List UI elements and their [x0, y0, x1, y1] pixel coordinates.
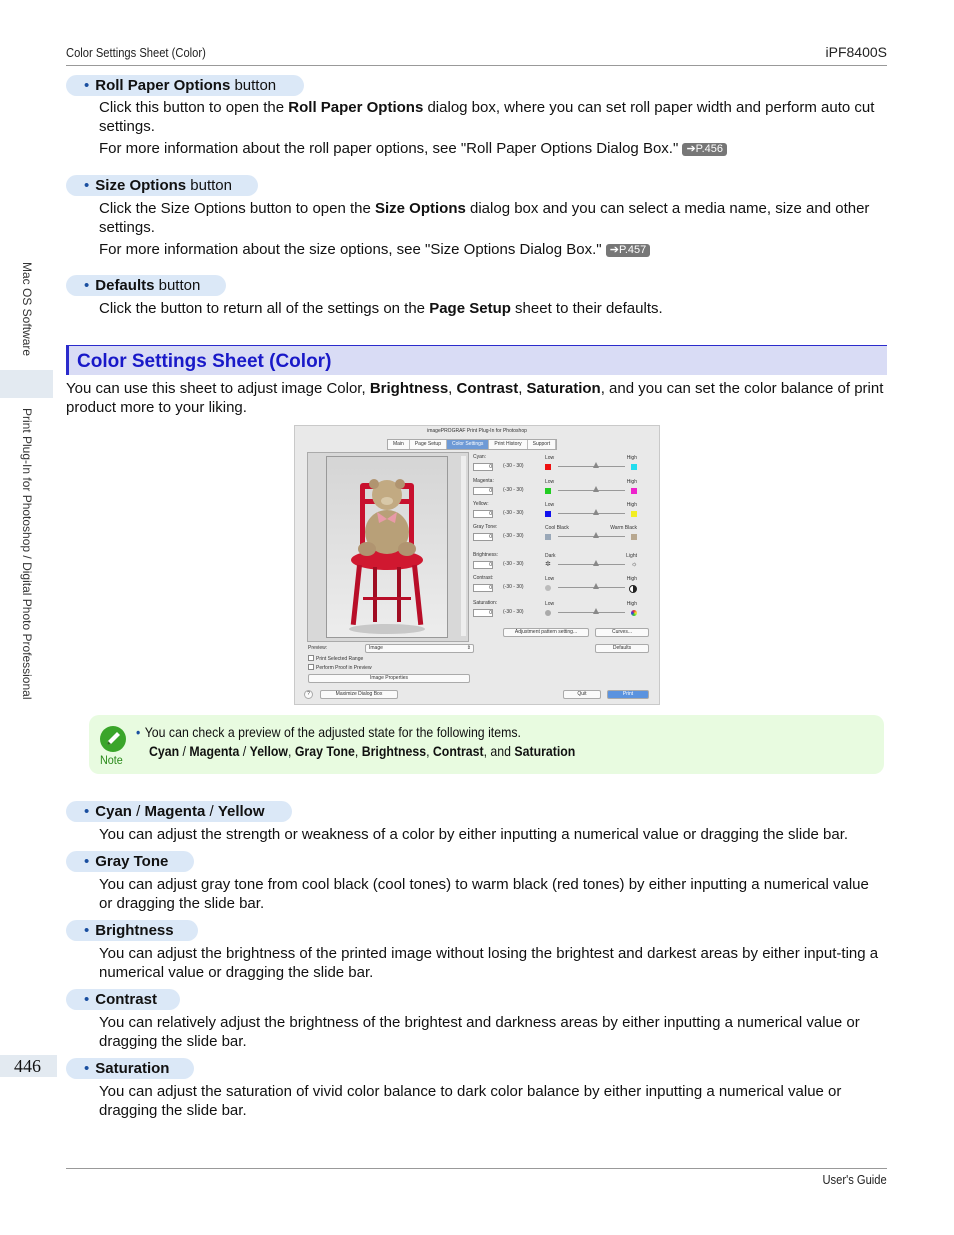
curves-button[interactable]: Curves...: [595, 628, 649, 637]
section-intro: You can use this sheet to adjust image Color, Brightness, Contrast, Saturation, and you can set the color balance of print product more to your liking.: [66, 380, 884, 416]
preview-select[interactable]: Image ⇕: [365, 644, 474, 653]
image-properties-button[interactable]: Image Properties: [308, 674, 470, 683]
control-brightness: Brightness: 0 (-30 - 30) Dark Light ✲ ☼: [473, 552, 638, 568]
page-number: 446: [0, 1055, 57, 1077]
running-footer: User's Guide: [822, 1172, 887, 1187]
maximize-dialog-button[interactable]: Maximize Dialog Box: [320, 690, 398, 699]
preview-image: [326, 456, 448, 638]
control-yellow: Yellow: 0 (-30 - 30) Low High: [473, 501, 637, 517]
adjustment-pattern-button[interactable]: Adjustment pattern setting...: [503, 628, 589, 637]
tab-page-setup[interactable]: Page Setup: [410, 440, 447, 449]
sidebar-label-plugin: Print Plug-In for Photoshop / Digital Photo Professional: [20, 408, 34, 700]
sun-bright-icon: ☼: [631, 561, 638, 568]
dialog-title: imagePROGRAF Print Plug-In for Photoshop: [427, 428, 527, 434]
section-heading: Color Settings Sheet (Color): [66, 345, 887, 375]
sidebar-tab-marker: [0, 370, 53, 398]
item-heading-cmy: • Cyan / Magenta / Yellow: [66, 801, 292, 822]
dialog-screenshot: [294, 425, 660, 705]
item-body-gray-tone: You can adjust gray tone from cool black (cool tones) to warm black (red tones) by either inputting a numerical value or dragging the slide bar.: [99, 876, 869, 912]
select-arrow-icon: ⇕: [466, 645, 471, 651]
gray-tone-slider[interactable]: [593, 532, 599, 538]
page-ref-link[interactable]: ➔P.456: [682, 143, 727, 156]
preview-panel: [307, 452, 469, 642]
item-body-brightness: You can adjust the brightness of the printed image without losing the brightest and darkest areas by either input-ting a numerical value or dragging the slide bar.: [99, 945, 879, 981]
running-header-left: Color Settings Sheet (Color): [66, 45, 206, 60]
control-cyan: Cyan: 0 (-30 - 30) Low High: [473, 454, 637, 470]
running-header-right: iPF8400S: [825, 44, 887, 60]
item-heading-contrast: • Contrast: [66, 989, 180, 1010]
dialog-tabs: [387, 439, 557, 450]
saturation-slider[interactable]: [593, 608, 599, 614]
item-heading-roll-paper: • Roll Paper Options button: [66, 75, 304, 96]
contrast-slider[interactable]: [593, 583, 599, 589]
quit-button[interactable]: Quit: [563, 690, 601, 699]
page-ref-link[interactable]: ➔P.457: [606, 244, 651, 257]
cyan-slider[interactable]: [593, 462, 599, 468]
tab-main[interactable]: Main: [388, 440, 410, 449]
item-heading-gray-tone: • Gray Tone: [66, 851, 194, 872]
control-saturation: Saturation: 0 (-30 - 30) Low High: [473, 600, 637, 616]
magenta-input[interactable]: 0: [473, 487, 493, 495]
header-rule: [66, 65, 887, 66]
print-button[interactable]: Print: [607, 690, 649, 699]
preview-scrollbar[interactable]: [461, 456, 466, 636]
item-heading-defaults: • Defaults button: [66, 275, 226, 296]
contrast-input[interactable]: 0: [473, 584, 493, 592]
pencil-note-icon: [99, 725, 127, 753]
item-heading-brightness: • Brightness: [66, 920, 198, 941]
control-contrast: Contrast: 0 (-30 - 30) Low High: [473, 575, 637, 591]
sidebar-label-mac-os: Mac OS Software: [20, 262, 34, 357]
tab-support[interactable]: Support: [528, 440, 557, 449]
perform-proof-checkbox[interactable]: Perform Proof in Preview: [308, 664, 372, 671]
saturation-input[interactable]: 0: [473, 609, 493, 617]
note-items: Cyan / Magenta / Yellow, Gray Tone, Brightness, Contrast, and Saturation: [149, 743, 576, 759]
control-magenta: Magenta: 0 (-30 - 30) Low High: [473, 478, 637, 494]
item-body-cmy: You can adjust the strength or weakness of a color by either inputting a numerical value or dragging the slide bar.: [99, 826, 849, 843]
footer-rule: [66, 1168, 887, 1169]
tab-color-settings[interactable]: Color Settings: [447, 440, 489, 449]
preview-label: Preview:: [308, 645, 328, 651]
note-text: • You can check a preview of the adjusted state for the following items.: [136, 724, 521, 740]
yellow-input[interactable]: 0: [473, 510, 493, 518]
item-heading-size-options: • Size Options button: [66, 175, 258, 196]
sun-dim-icon: ✲: [545, 561, 551, 568]
print-selected-range-checkbox[interactable]: Print Selected Range: [308, 655, 363, 662]
tab-print-history[interactable]: Print History: [489, 440, 527, 449]
help-button[interactable]: ?: [304, 690, 313, 699]
yellow-slider[interactable]: [593, 509, 599, 515]
control-gray-tone: Gray Tone: 0 (-30 - 30) Cool Black Warm Black: [473, 524, 637, 540]
item-body-saturation: You can adjust the saturation of vivid color balance to dark color balance by either inputting a numerical value or dragging the slide bar.: [99, 1083, 842, 1119]
gray-tone-input[interactable]: 0: [473, 533, 493, 541]
item-body-defaults: Click the button to return all of the settings on the Page Setup sheet to their defaults.: [99, 300, 663, 317]
magenta-slider[interactable]: [593, 486, 599, 492]
item-heading-saturation: • Saturation: [66, 1058, 194, 1079]
item-body-size-options: Click the Size Options button to open the Size Options dialog box and you can select a media name, size and other settings. For more information about the size options, see "Size Options Dialog Box." ➔P.457: [99, 200, 870, 258]
defaults-button[interactable]: Defaults: [595, 644, 649, 653]
brightness-slider[interactable]: [593, 560, 599, 566]
item-body-contrast: You can relatively adjust the brightness of the brightest and darkness areas by either inputting a numerical value or dragging the slide bar.: [99, 1014, 860, 1050]
item-body-roll-paper: Click this button to open the Roll Paper Options dialog box, where you can set roll paper width and perform auto cut settings. For more information about the roll paper options, see "Roll Paper Options Dialog Box." ➔P.456: [99, 99, 875, 157]
cyan-input[interactable]: 0: [473, 463, 493, 471]
note-box: [89, 715, 884, 774]
note-label: Note: [100, 753, 123, 767]
brightness-input[interactable]: 0: [473, 561, 493, 569]
